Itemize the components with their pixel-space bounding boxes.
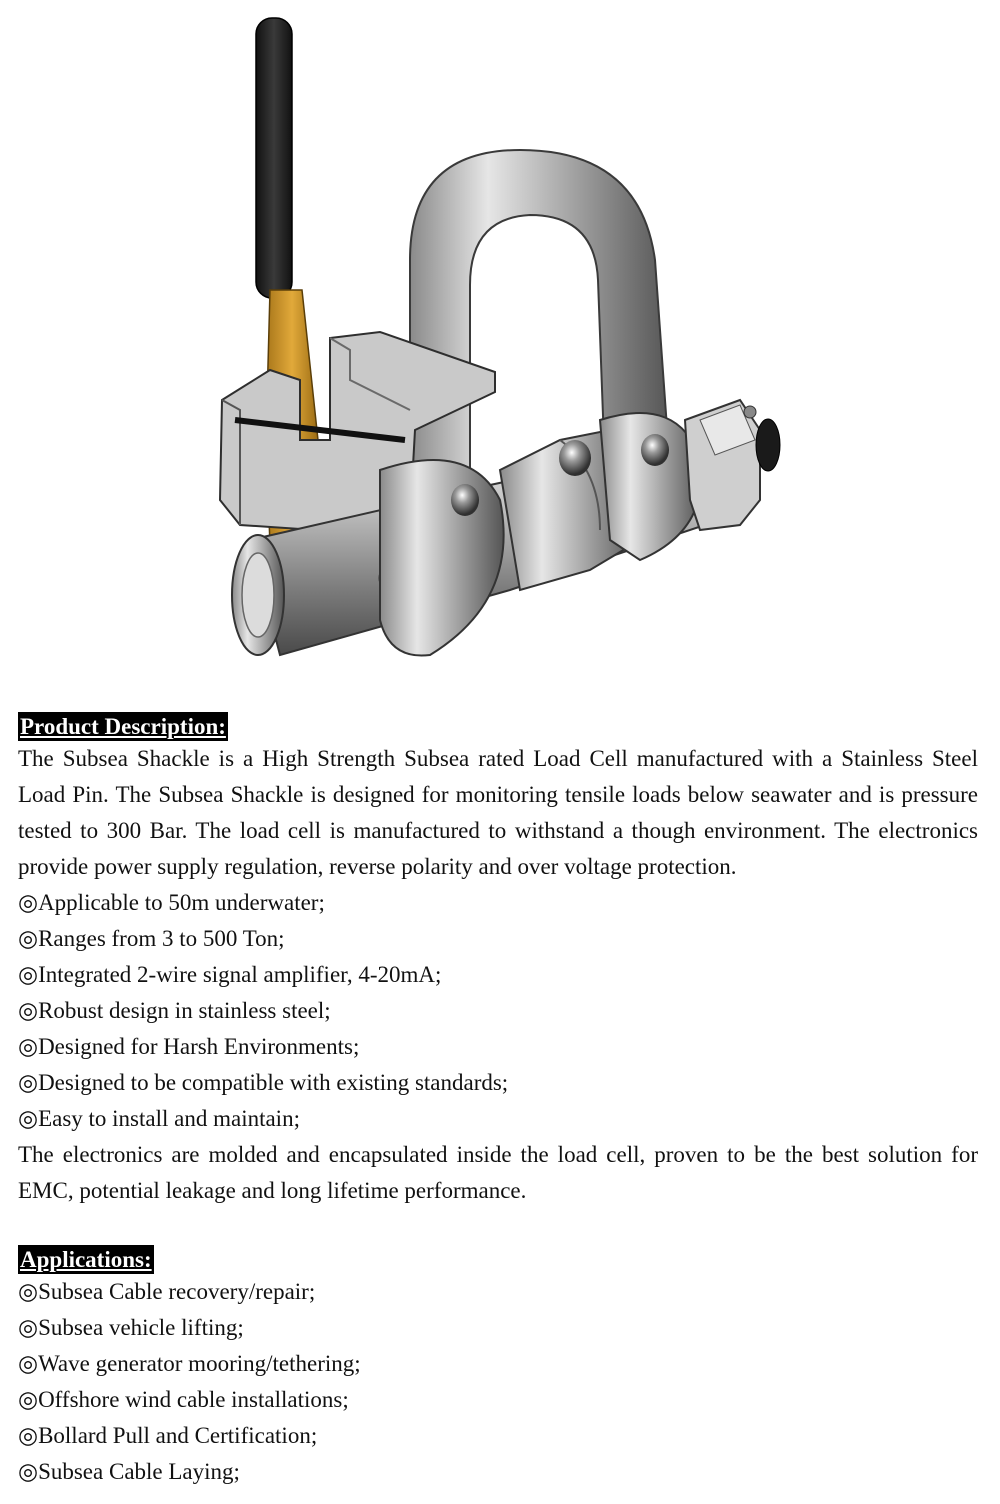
feature-item: ◎Designed for Harsh Environments; xyxy=(18,1034,360,1059)
applications-heading: Applications: xyxy=(20,1247,152,1272)
application-item: ◎Subsea vehicle lifting; xyxy=(18,1315,244,1340)
product-description-intro: The Subsea Shackle is a High Strength Subsea rated Load Cell manufactured with a Stainless Steel Load Pin. The Subsea Shackle is designed for monitoring tensile loads below seawater and is pressure tested to 300 Bar. The load cell is manufactured to withstand a though environment. The electronics provide power supply regulation, reverse polarity and over voltage protection. xyxy=(18,746,978,879)
application-item: ◎Offshore wind cable installations; xyxy=(18,1387,349,1412)
product-description-closing: The electronics are molded and encapsulated inside the load cell, proven to be the best solution for EMC, potential leakage and long lifetime performance. xyxy=(18,1142,978,1203)
product-image xyxy=(0,0,1000,700)
section-spacer xyxy=(18,1209,978,1245)
product-description-heading: Product Description: xyxy=(20,714,226,739)
application-item: ◎Subsea Cable recovery/repair; xyxy=(18,1279,316,1304)
product-content xyxy=(18,712,978,1490)
feature-item: ◎Applicable to 50m underwater; xyxy=(18,890,325,915)
feature-item: ◎Ranges from 3 to 500 Ton; xyxy=(18,926,285,951)
shackle-load-cell-icon xyxy=(0,0,1000,700)
application-item: ◎Wave generator mooring/tethering; xyxy=(18,1351,361,1376)
application-item: ◎Subsea Cable Laying; xyxy=(18,1459,240,1484)
feature-item: ◎Robust design in stainless steel; xyxy=(18,998,331,1023)
feature-item: ◎Designed to be compatible with existing standards; xyxy=(18,1070,509,1095)
feature-item: ◎Easy to install and maintain; xyxy=(18,1106,300,1131)
applications-list xyxy=(18,1274,978,1490)
feature-list xyxy=(18,885,978,1137)
application-item: ◎Bollard Pull and Certification; xyxy=(18,1423,318,1448)
feature-item: ◎Integrated 2-wire signal amplifier, 4-20mA; xyxy=(18,962,442,987)
